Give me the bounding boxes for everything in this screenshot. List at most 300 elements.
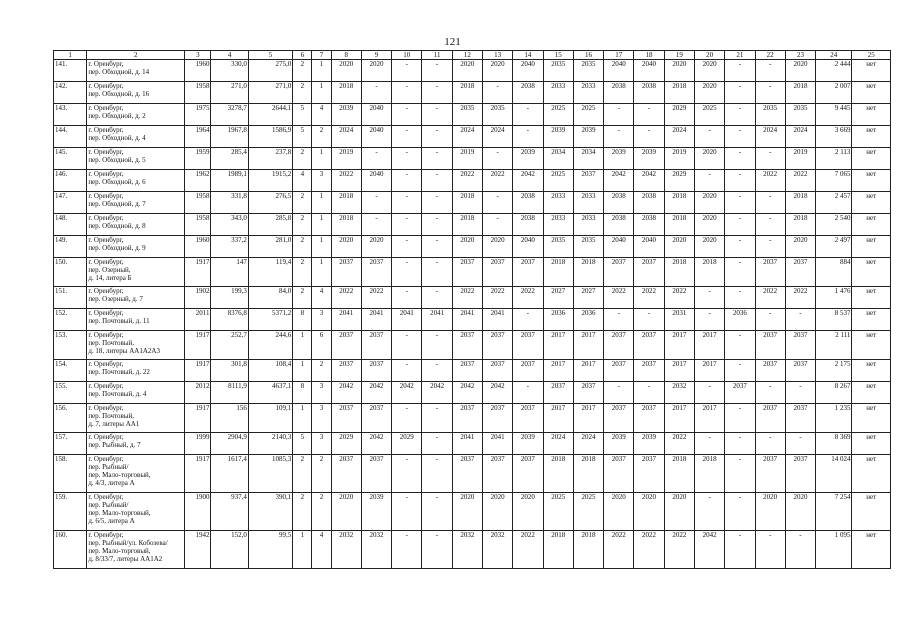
- cell-col-20: -: [694, 493, 724, 531]
- cell-col-15: 2035: [543, 236, 573, 258]
- row-number: 159.: [54, 493, 87, 531]
- cell-col-19: 2018: [664, 192, 694, 214]
- cell-col-23: -: [785, 309, 815, 331]
- table-row: [54, 404, 891, 433]
- cell-col-7: 1: [312, 60, 331, 82]
- address-line: пер. Мало-торговый,: [88, 509, 151, 517]
- cell-col-23: -: [785, 433, 815, 455]
- address-line: д. 14, литера Б: [88, 274, 132, 282]
- cell-col-20: -: [694, 126, 724, 148]
- cell-col-6: 4: [293, 170, 312, 192]
- cell-col-24: 14 024: [816, 455, 852, 493]
- column-header-22: 22: [755, 51, 785, 60]
- cell-col-21: -: [725, 287, 755, 309]
- cell-col-4: 252,7: [211, 331, 248, 360]
- cell-col-21: -: [725, 126, 755, 148]
- cell-col-14: 2037: [513, 258, 543, 287]
- cell-col-6: 1: [293, 360, 312, 382]
- cell-col-13: 2032: [483, 531, 513, 569]
- address-line: г. Оренбург,: [88, 433, 124, 441]
- cell-col-6: 2: [293, 455, 312, 493]
- cell-col-11: -: [422, 258, 452, 287]
- cell-col-13: -: [483, 148, 513, 170]
- cell-col-19: 2022: [664, 531, 694, 569]
- cell-col-25: нет: [852, 404, 891, 433]
- cell-col-4: 937,4: [211, 493, 248, 531]
- cell-col-7: 1: [312, 214, 331, 236]
- cell-col-20: -: [694, 433, 724, 455]
- cell-col-19: 2017: [664, 404, 694, 433]
- address-line: г. Оренбург,: [88, 382, 124, 390]
- cell-col-23: 2037: [785, 258, 815, 287]
- cell-col-24: 2 113: [816, 148, 852, 170]
- cell-col-14: 2020: [513, 493, 543, 531]
- address-cell: [87, 104, 185, 126]
- cell-col-12: 2035: [452, 104, 482, 126]
- cell-col-3: 1958: [185, 214, 211, 236]
- cell-col-13: 2037: [483, 404, 513, 433]
- cell-col-20: -: [694, 382, 724, 404]
- cell-col-5: 84,0: [248, 287, 292, 309]
- cell-col-21: -: [725, 455, 755, 493]
- address-line: пер. Озерный, д. 7: [88, 295, 143, 303]
- address-line: г. Оренбург,: [88, 331, 124, 339]
- address-line: пер. Обходной, д. 14: [88, 68, 150, 76]
- cell-col-10: -: [392, 192, 422, 214]
- cell-col-20: -: [694, 309, 724, 331]
- cell-col-22: -: [755, 433, 785, 455]
- cell-col-5: 2644,1: [248, 104, 292, 126]
- cell-col-5: 1085,3: [248, 455, 292, 493]
- address-line: пер. Обходной, д. 9: [88, 244, 146, 252]
- cell-col-3: 1917: [185, 404, 211, 433]
- page-number: 121: [444, 36, 461, 48]
- cell-col-8: 2032: [331, 531, 361, 569]
- cell-col-9: 2039: [361, 493, 391, 531]
- row-number: 157.: [54, 433, 87, 455]
- cell-col-8: 2022: [331, 287, 361, 309]
- cell-col-9: 2041: [361, 309, 391, 331]
- address-line: пер. Обходной, д. 6: [88, 178, 146, 186]
- cell-col-18: 2020: [634, 493, 664, 531]
- table-row: [54, 192, 891, 214]
- cell-col-10: 2041: [392, 309, 422, 331]
- column-header-20: 20: [694, 51, 724, 60]
- cell-col-6: 2: [293, 287, 312, 309]
- cell-col-25: нет: [852, 493, 891, 531]
- column-header-3: 3: [185, 51, 211, 60]
- cell-col-25: нет: [852, 170, 891, 192]
- cell-col-20: 2020: [694, 148, 724, 170]
- cell-col-19: 2018: [664, 258, 694, 287]
- cell-col-18: 2042: [634, 170, 664, 192]
- cell-col-14: 2022: [513, 531, 543, 569]
- cell-col-17: 2039: [604, 433, 634, 455]
- row-number: 151.: [54, 287, 87, 309]
- cell-col-17: 2040: [604, 236, 634, 258]
- cell-col-11: -: [422, 192, 452, 214]
- table-row: [54, 82, 891, 104]
- cell-col-9: 2037: [361, 331, 391, 360]
- cell-col-15: 2025: [543, 170, 573, 192]
- cell-col-18: 2039: [634, 148, 664, 170]
- cell-col-13: 2042: [483, 382, 513, 404]
- address-line: д. 7, литеры АА1: [88, 420, 140, 428]
- cell-col-9: 2032: [361, 531, 391, 569]
- cell-col-21: -: [725, 192, 755, 214]
- column-header-23: 23: [785, 51, 815, 60]
- cell-col-23: 2018: [785, 192, 815, 214]
- cell-col-16: 2017: [573, 360, 603, 382]
- cell-col-3: 1917: [185, 258, 211, 287]
- cell-col-16: 2018: [573, 531, 603, 569]
- cell-col-14: -: [513, 309, 543, 331]
- cell-col-3: 1959: [185, 148, 211, 170]
- cell-col-15: 2018: [543, 455, 573, 493]
- cell-col-22: 2037: [755, 360, 785, 382]
- cell-col-11: -: [422, 287, 452, 309]
- address-line: пер. Обходной, д. 2: [88, 112, 146, 120]
- cell-col-18: 2022: [634, 531, 664, 569]
- cell-col-12: 2018: [452, 192, 482, 214]
- cell-col-17: 2038: [604, 82, 634, 104]
- address-line: г. Оренбург,: [88, 126, 124, 134]
- address-line: г. Оренбург,: [88, 258, 124, 266]
- cell-col-3: 1900: [185, 493, 211, 531]
- column-header-15: 15: [543, 51, 573, 60]
- cell-col-7: 2: [312, 455, 331, 493]
- address-line: пер. Обходной, д. 4: [88, 134, 146, 142]
- cell-col-17: -: [604, 104, 634, 126]
- cell-col-22: 2037: [755, 258, 785, 287]
- cell-col-18: 2038: [634, 214, 664, 236]
- cell-col-25: нет: [852, 287, 891, 309]
- cell-col-20: 2017: [694, 404, 724, 433]
- cell-col-6: 1: [293, 404, 312, 433]
- cell-col-16: 2017: [573, 331, 603, 360]
- column-header-13: 13: [483, 51, 513, 60]
- cell-col-5: 109,1: [248, 404, 292, 433]
- cell-col-11: -: [422, 433, 452, 455]
- cell-col-17: 2037: [604, 404, 634, 433]
- cell-col-10: -: [392, 331, 422, 360]
- cell-col-14: 2038: [513, 192, 543, 214]
- address-line: д. 4/3, литера А: [88, 479, 135, 487]
- cell-col-5: 4637,1: [248, 382, 292, 404]
- cell-col-22: -: [755, 382, 785, 404]
- cell-col-5: 276,5: [248, 192, 292, 214]
- address-line: г. Оренбург,: [88, 531, 124, 539]
- address-cell: [87, 214, 185, 236]
- column-header-7: 7: [312, 51, 331, 60]
- cell-col-10: -: [392, 104, 422, 126]
- cell-col-25: нет: [852, 309, 891, 331]
- cell-col-7: 2: [312, 360, 331, 382]
- row-number: 150.: [54, 258, 87, 287]
- cell-col-13: 2041: [483, 433, 513, 455]
- cell-col-7: 3: [312, 382, 331, 404]
- cell-col-19: 2018: [664, 214, 694, 236]
- cell-col-23: 2019: [785, 148, 815, 170]
- cell-col-17: 2037: [604, 258, 634, 287]
- cell-col-25: нет: [852, 455, 891, 493]
- table-row: [54, 287, 891, 309]
- cell-col-12: 2041: [452, 433, 482, 455]
- cell-col-5: 2140,3: [248, 433, 292, 455]
- cell-col-25: нет: [852, 360, 891, 382]
- cell-col-7: 1: [312, 192, 331, 214]
- cell-col-3: 1917: [185, 331, 211, 360]
- cell-col-9: 2020: [361, 236, 391, 258]
- cell-col-23: -: [785, 382, 815, 404]
- address-line: г. Оренбург,: [88, 170, 124, 178]
- cell-col-14: 2037: [513, 360, 543, 382]
- cell-col-6: 8: [293, 382, 312, 404]
- cell-col-9: 2022: [361, 287, 391, 309]
- cell-col-3: 1999: [185, 433, 211, 455]
- cell-col-3: 1960: [185, 60, 211, 82]
- cell-col-12: 2018: [452, 214, 482, 236]
- cell-col-18: 2037: [634, 331, 664, 360]
- cell-col-21: -: [725, 148, 755, 170]
- cell-col-25: нет: [852, 192, 891, 214]
- cell-col-9: -: [361, 82, 391, 104]
- cell-col-4: 152,0: [211, 531, 248, 569]
- cell-col-14: 2039: [513, 433, 543, 455]
- cell-col-6: 2: [293, 214, 312, 236]
- cell-col-13: 2022: [483, 287, 513, 309]
- cell-col-10: -: [392, 126, 422, 148]
- cell-col-14: 2042: [513, 170, 543, 192]
- cell-col-20: 2020: [694, 60, 724, 82]
- cell-col-18: 2040: [634, 236, 664, 258]
- address-line: пер. Рыбный/: [88, 463, 129, 471]
- cell-col-5: 5371,2: [248, 309, 292, 331]
- cell-col-4: 2904,9: [211, 433, 248, 455]
- cell-col-24: 2 111: [816, 331, 852, 360]
- cell-col-21: -: [725, 104, 755, 126]
- cell-col-11: -: [422, 493, 452, 531]
- cell-col-6: 2: [293, 236, 312, 258]
- address-line: г. Оренбург,: [88, 60, 124, 68]
- cell-col-22: 2035: [755, 104, 785, 126]
- cell-col-22: -: [755, 309, 785, 331]
- cell-col-12: 2032: [452, 531, 482, 569]
- cell-col-20: -: [694, 287, 724, 309]
- cell-col-24: 7 254: [816, 493, 852, 531]
- row-number: 148.: [54, 214, 87, 236]
- cell-col-5: 108,4: [248, 360, 292, 382]
- address-line: г. Оренбург,: [88, 82, 124, 90]
- cell-col-16: 2033: [573, 192, 603, 214]
- cell-col-16: 2033: [573, 82, 603, 104]
- cell-col-8: 2018: [331, 214, 361, 236]
- address-cell: [87, 287, 185, 309]
- cell-col-22: 2037: [755, 331, 785, 360]
- row-number: 154.: [54, 360, 87, 382]
- cell-col-18: 2037: [634, 360, 664, 382]
- cell-col-12: 2037: [452, 404, 482, 433]
- cell-col-3: 1958: [185, 192, 211, 214]
- address-cell: [87, 82, 185, 104]
- cell-col-7: 2: [312, 126, 331, 148]
- cell-col-22: -: [755, 531, 785, 569]
- cell-col-8: 2024: [331, 126, 361, 148]
- cell-col-16: 2035: [573, 236, 603, 258]
- cell-col-6: 5: [293, 104, 312, 126]
- cell-col-10: -: [392, 148, 422, 170]
- column-header-4: 4: [211, 51, 248, 60]
- cell-col-16: 2039: [573, 126, 603, 148]
- address-line: пер. Почтовый, д. 4: [88, 390, 147, 398]
- cell-col-23: 2037: [785, 360, 815, 382]
- cell-col-4: 337,2: [211, 236, 248, 258]
- address-cell: [87, 148, 185, 170]
- cell-col-14: 2037: [513, 331, 543, 360]
- cell-col-19: 2024: [664, 126, 694, 148]
- cell-col-19: 2020: [664, 60, 694, 82]
- table-row: [54, 236, 891, 258]
- cell-col-15: 2037: [543, 382, 573, 404]
- cell-col-3: 2012: [185, 382, 211, 404]
- cell-col-5: 119,4: [248, 258, 292, 287]
- cell-col-17: 2022: [604, 287, 634, 309]
- cell-col-3: 1917: [185, 360, 211, 382]
- cell-col-6: 2: [293, 258, 312, 287]
- cell-col-15: 2027: [543, 287, 573, 309]
- cell-col-16: 2036: [573, 309, 603, 331]
- cell-col-16: 2027: [573, 287, 603, 309]
- cell-col-15: 2036: [543, 309, 573, 331]
- cell-col-12: 2020: [452, 60, 482, 82]
- cell-col-17: 2022: [604, 531, 634, 569]
- row-number: 153.: [54, 331, 87, 360]
- address-line: г. Оренбург,: [88, 148, 124, 156]
- table-row: [54, 433, 891, 455]
- address-line: г. Оренбург,: [88, 287, 124, 295]
- address-line: пер. Мало-торговый,: [88, 547, 151, 555]
- cell-col-16: 2037: [573, 382, 603, 404]
- cell-col-4: 1989,1: [211, 170, 248, 192]
- cell-col-15: 2034: [543, 148, 573, 170]
- cell-col-16: 2018: [573, 455, 603, 493]
- cell-col-15: 2024: [543, 433, 573, 455]
- cell-col-12: 2020: [452, 493, 482, 531]
- cell-col-7: 3: [312, 433, 331, 455]
- cell-col-7: 3: [312, 170, 331, 192]
- address-line: г. Оренбург,: [88, 309, 124, 317]
- column-header-24: 24: [816, 51, 852, 60]
- cell-col-15: 2025: [543, 104, 573, 126]
- address-line: пер. Рыбный/: [88, 501, 129, 509]
- cell-col-22: 2024: [755, 126, 785, 148]
- cell-col-9: -: [361, 148, 391, 170]
- cell-col-18: 2038: [634, 82, 664, 104]
- cell-col-5: 1586,9: [248, 126, 292, 148]
- cell-col-22: 2037: [755, 455, 785, 493]
- table-row: [54, 360, 891, 382]
- table-row: [54, 104, 891, 126]
- cell-col-11: -: [422, 82, 452, 104]
- cell-col-14: 2040: [513, 236, 543, 258]
- cell-col-23: 2035: [785, 104, 815, 126]
- cell-col-24: 1 095: [816, 531, 852, 569]
- cell-col-20: 2020: [694, 214, 724, 236]
- cell-col-22: -: [755, 148, 785, 170]
- cell-col-6: 1: [293, 531, 312, 569]
- address-cell: [87, 360, 185, 382]
- cell-col-4: 301,8: [211, 360, 248, 382]
- cell-col-12: 2037: [452, 360, 482, 382]
- cell-col-21: -: [725, 404, 755, 433]
- cell-col-22: -: [755, 60, 785, 82]
- cell-col-14: -: [513, 126, 543, 148]
- cell-col-13: 2020: [483, 236, 513, 258]
- cell-col-13: 2022: [483, 170, 513, 192]
- cell-col-20: 2042: [694, 531, 724, 569]
- cell-col-23: 2018: [785, 214, 815, 236]
- column-header-14: 14: [513, 51, 543, 60]
- cell-col-22: -: [755, 214, 785, 236]
- table-row: [54, 493, 891, 531]
- cell-col-14: 2022: [513, 287, 543, 309]
- cell-col-21: -: [725, 433, 755, 455]
- cell-col-17: 2042: [604, 170, 634, 192]
- address-cell: [87, 258, 185, 287]
- cell-col-25: нет: [852, 433, 891, 455]
- cell-col-5: 1915,2: [248, 170, 292, 192]
- address-cell: [87, 455, 185, 493]
- cell-col-11: -: [422, 531, 452, 569]
- cell-col-16: 2033: [573, 214, 603, 236]
- row-number: 158.: [54, 455, 87, 493]
- address-line: д. 18, литеры АА1А2А3: [88, 347, 160, 355]
- cell-col-14: -: [513, 382, 543, 404]
- address-line: пер. Почтовый,: [88, 412, 135, 420]
- cell-col-22: -: [755, 192, 785, 214]
- address-cell: [87, 433, 185, 455]
- cell-col-12: 2037: [452, 331, 482, 360]
- cell-col-15: 2033: [543, 82, 573, 104]
- address-cell: [87, 382, 185, 404]
- cell-col-14: 2038: [513, 214, 543, 236]
- cell-col-12: 2018: [452, 82, 482, 104]
- cell-col-12: 2037: [452, 258, 482, 287]
- cell-col-19: 2019: [664, 148, 694, 170]
- cell-col-10: -: [392, 531, 422, 569]
- row-number: 144.: [54, 126, 87, 148]
- cell-col-24: 2 457: [816, 192, 852, 214]
- cell-col-19: 2029: [664, 104, 694, 126]
- cell-col-11: -: [422, 331, 452, 360]
- cell-col-12: 2019: [452, 148, 482, 170]
- column-header-8: 8: [331, 51, 361, 60]
- cell-col-4: 147: [211, 258, 248, 287]
- cell-col-21: -: [725, 170, 755, 192]
- cell-col-8: 2042: [331, 382, 361, 404]
- cell-col-13: 2037: [483, 360, 513, 382]
- column-header-16: 16: [573, 51, 603, 60]
- cell-col-10: 2029: [392, 433, 422, 455]
- column-header-10: 10: [392, 51, 422, 60]
- cell-col-11: 2042: [422, 382, 452, 404]
- cell-col-8: 2037: [331, 360, 361, 382]
- cell-col-10: -: [392, 493, 422, 531]
- address-line: пер. Почтовый, д. 22: [88, 368, 150, 376]
- cell-col-10: -: [392, 287, 422, 309]
- cell-col-10: -: [392, 60, 422, 82]
- cell-col-20: 2025: [694, 104, 724, 126]
